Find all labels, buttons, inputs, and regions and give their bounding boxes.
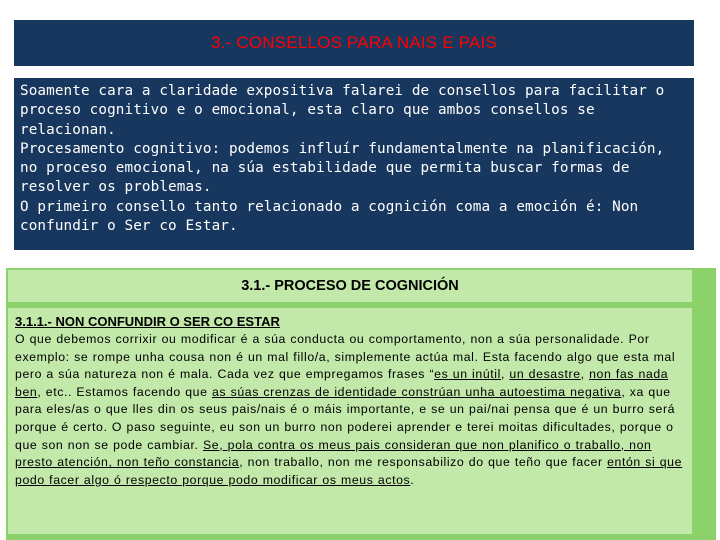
phrase-underlined: entón si que podo facer algo ó respecto porque podo modificar os meus actos	[15, 455, 683, 487]
body-segment: O que debemos corrixir ou modificar é a súa conducta ou comportamento, non a súa personalidade. Por exemplo: se rompe unha cousa non é un mal fillo/a, simplemente actúa mal. Esta facendo algo que esta mal pero a súa natureza non é mala. Cada vez que empregamos frases “	[15, 332, 676, 382]
intro-paragraph-2: Procesamento cognitivo: podemos influír fundamentalmente na planificación, no proceso emocional, na súa estabilidade que permita buscar formas de resolver os problemas.	[20, 140, 665, 196]
phrase-underlined: es un inútil	[434, 367, 501, 382]
intro-box	[14, 78, 694, 250]
subsection-bar	[8, 270, 692, 302]
content-box	[8, 308, 692, 534]
body-segment: ,	[580, 367, 590, 382]
phrase-underlined: non fas nada ben	[15, 367, 669, 399]
phrase-underlined: as súas crenzas de identidade constrúan unha autoestima negativa	[211, 384, 622, 399]
body-segment: ,	[500, 367, 510, 382]
body-segment: , xa que para eles/as o que lles din os seus pais/nais é o máis importante, e se un pai/nai pensa que é un burro será porque é certo. O paso seguinte, eu son un burro non poderei aprender e terei moitas dificultades, porque o que son non se pode cambiar.	[15, 384, 676, 452]
body-segment: , non traballo, non me responsabilizo do que teño que facer	[239, 455, 608, 470]
body-text	[15, 331, 686, 489]
title-bar	[14, 20, 694, 66]
subsection-title: 3.1.- PROCESO DE COGNICIÓN	[241, 278, 459, 294]
phrase-underlined: un desastre	[509, 367, 581, 382]
phrase-underlined: Se, pola contra os meus pais consideran que non planifico o traballo, non presto atención, non teño constancia	[15, 437, 652, 470]
intro-paragraph-3: O primeiro consello tanto relacionado a cognición coma a emoción é: Non confundir o Ser co Estar.	[20, 198, 639, 235]
page-title: 3.- CONSELLOS PARA NAIS E PAIS	[211, 33, 497, 52]
body-segment: .	[410, 472, 415, 487]
section-heading: 3.1.1.- NON CONFUNDIR O SER CO ESTAR	[15, 314, 280, 329]
body-segment: , etc.. Estamos facendo que	[37, 384, 212, 399]
intro-paragraph-1: Soamente cara a claridade expositiva falarei de consellos para facilitar o proceso cognitivo e o emocional, esta claro que ambos consellos se relacionan.	[20, 83, 665, 138]
